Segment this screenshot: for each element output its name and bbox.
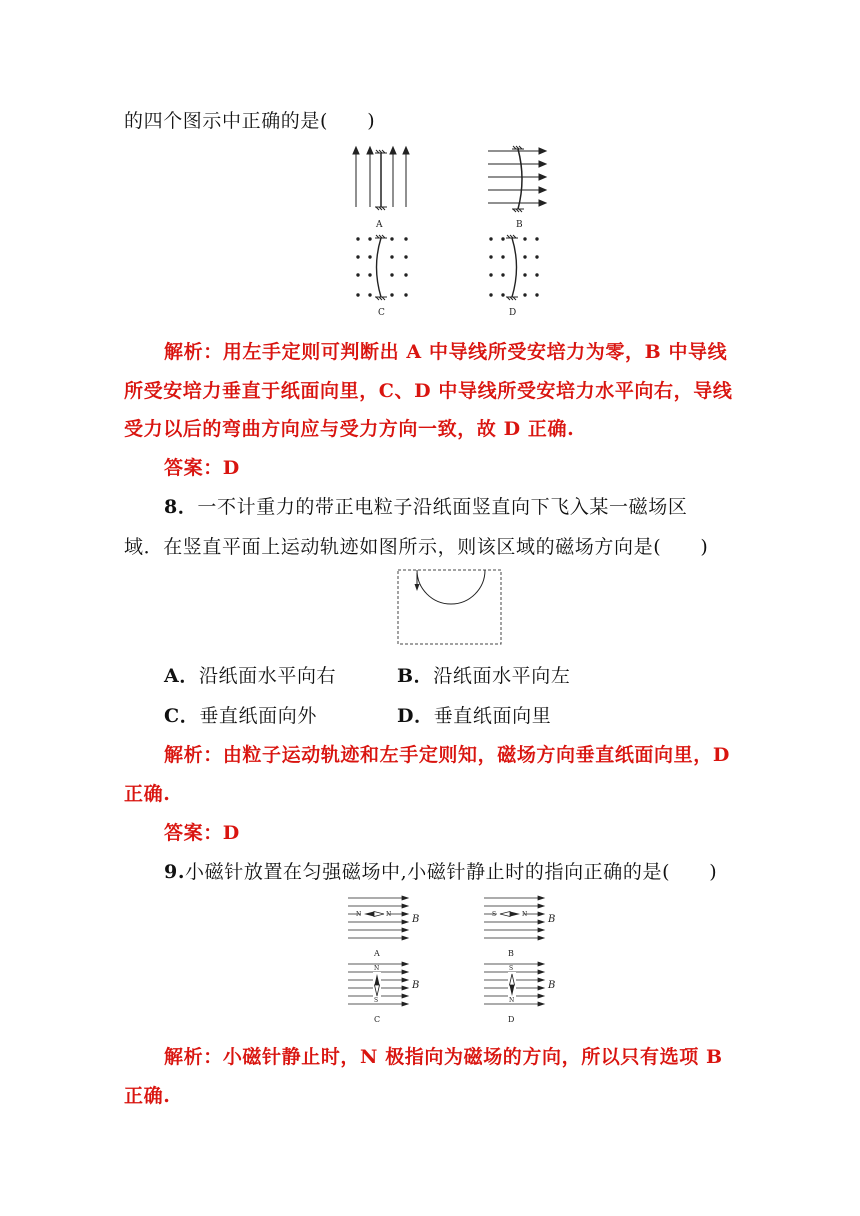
q7-figure-b [486, 145, 556, 235]
q7-analysis-text-1: 用左手定则可判断出 A 中导线所受安培力为零，B 中导线 [222, 341, 728, 363]
q9-analysis-line-1 [164, 1042, 723, 1069]
q8-option-a-text: 沿纸面水平向右 [198, 665, 337, 687]
q8-option-b-label: B． [397, 665, 434, 687]
q9-d-pole-bottom: N [509, 997, 515, 1004]
q8-analysis-line-2: 正确. [124, 783, 171, 805]
q8-number: 8． [164, 496, 198, 518]
q9-stem-line [164, 857, 717, 884]
q7-analysis-line-3 [124, 414, 574, 441]
q7-label-c: C [378, 308, 385, 318]
q9-c-field-label: B [412, 980, 420, 991]
q7-analysis-line-1 [164, 337, 727, 364]
q9-b-pole-right: N [522, 911, 528, 918]
q7-label-a: A [376, 220, 383, 230]
q9-label-b: B [508, 949, 514, 958]
q7-analysis-line-2 [124, 376, 732, 403]
q9-figure-a [348, 896, 428, 960]
q9-analysis-text-1: 小磁针静止时，N 极指向为磁场的方向，所以只有选项 B [222, 1046, 723, 1068]
q8-option-c-label: C． [164, 705, 200, 727]
q8-option-c-text: 垂直纸面向外 [199, 705, 317, 727]
q9-figure-d [484, 962, 564, 1028]
q9-a-pole-right: N [386, 911, 392, 918]
q9-figure-c [348, 962, 428, 1028]
q8-option-a-label: A． [164, 665, 199, 687]
q8-answer: 答案：D [164, 822, 240, 844]
q7-figure-c [350, 235, 420, 320]
q9-number: 9. [164, 861, 186, 883]
q9-d-field-label: B [548, 980, 556, 991]
q7-label-b: B [516, 220, 523, 230]
q8-option-d-label: D． [397, 705, 434, 727]
q7-analysis-label: 解析： [164, 341, 223, 363]
q9-d-pole-top: S [509, 965, 514, 972]
q9-b-field-label: B [548, 914, 556, 925]
q8-analysis-label: 解析： [164, 744, 223, 766]
q9-label-d: D [508, 1015, 515, 1024]
q9-analysis-label: 解析： [164, 1046, 223, 1068]
q7-figure-d [485, 235, 555, 320]
q8-option-c[interactable] [164, 701, 317, 728]
q9-b-pole-left: S [492, 911, 497, 918]
q9-label-a: A [374, 949, 380, 958]
q8-stem-text-1: 一不计重力的带正电粒子沿纸面竖直向下飞入某一磁场区 [197, 496, 688, 518]
q9-a-field-label: B [412, 914, 420, 925]
q7-label-d: D [509, 308, 517, 318]
q8-option-d[interactable] [397, 701, 551, 728]
q8-option-b-text: 沿纸面水平向左 [433, 665, 571, 687]
q7-stem-tail: 的四个图示中正确的是( ) [124, 110, 376, 132]
q8-trajectory-figure [397, 569, 503, 647]
q8-analysis-line-1 [164, 740, 730, 767]
q9-c-pole-top: N [374, 965, 380, 972]
q8-stem-line-2: 域．在竖直平面上运动轨迹如图所示，则该区域的磁场方向是( ) [124, 536, 709, 558]
q9-a-pole-left: N [356, 911, 362, 918]
q7-analysis-text-2: 所受安培力垂直于纸面向里，C、D 中导线所受安培力水平向右，导线 [124, 380, 733, 402]
q9-stem-text: 小磁针放置在匀强磁场中,小磁针静止时的指向正确的是( ) [185, 861, 718, 883]
q8-stem-line-1 [164, 492, 687, 519]
q9-c-pole-bottom: S [374, 997, 379, 1004]
q9-analysis-line-2: 正确. [124, 1085, 171, 1107]
q8-option-b[interactable] [397, 661, 570, 688]
q7-figure-a [348, 145, 418, 235]
q7-answer: 答案：D [164, 457, 240, 479]
q8-option-d-text: 垂直纸面向里 [433, 705, 552, 727]
q9-label-c: C [374, 1015, 381, 1024]
q8-analysis-text-1: 由粒子运动轨迹和左手定则知，磁场方向垂直纸面向里，D [222, 744, 730, 766]
q7-analysis-text-3: 受力以后的弯曲方向应与受力方向一致，故 D 正确. [124, 418, 575, 440]
q8-option-a[interactable] [164, 661, 336, 688]
q9-figure-b [484, 896, 564, 960]
